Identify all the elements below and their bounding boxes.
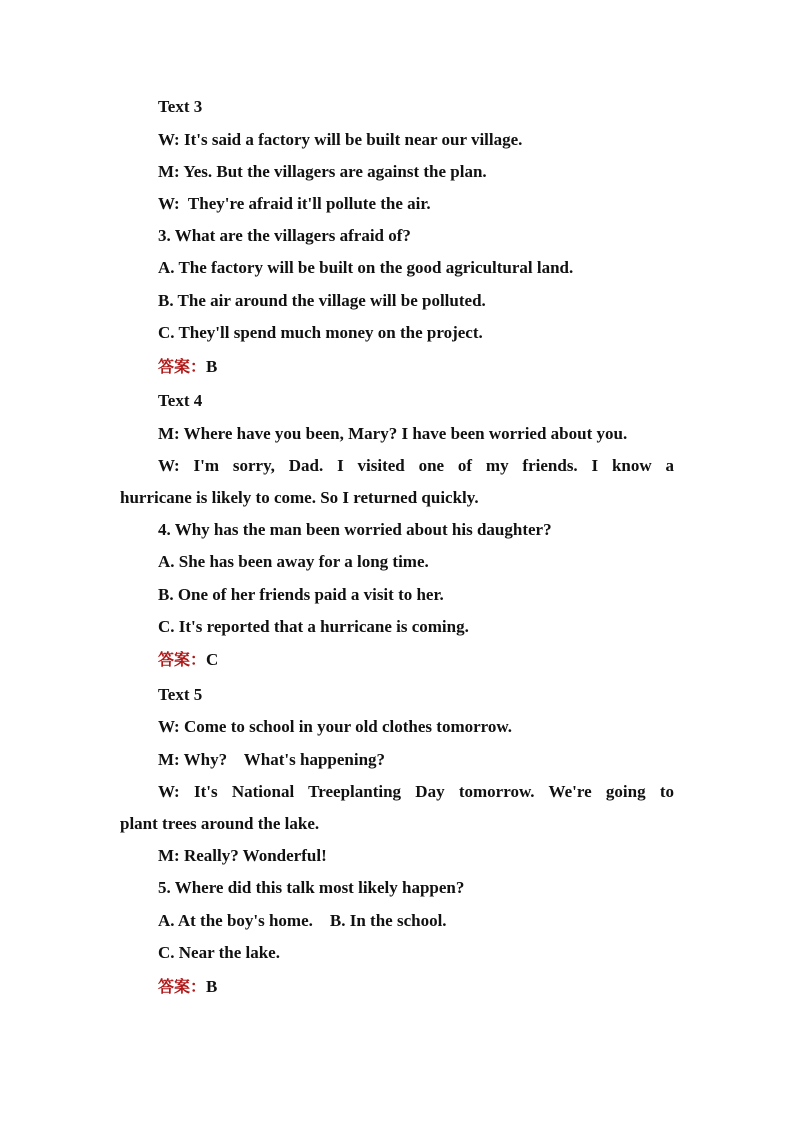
option-a: A. She has been away for a long time. <box>158 552 429 571</box>
option-ab: A. At the boy's home. B. In the school. <box>158 911 447 930</box>
option-a: A. The factory will be built on the good agricultural land. <box>158 258 574 277</box>
question: 4. Why has the man been worried about his daughter? <box>158 520 552 539</box>
wrapped-rest-line: hurricane is likely to come. So I returned quickly. <box>120 488 479 507</box>
option-c: C. They'll spend much money on the project. <box>158 323 483 342</box>
wrapped-first-line: W: I'm sorry, Dad. I visited one of my friends. I know a <box>158 456 674 475</box>
section-title: Text 3 <box>158 97 203 116</box>
dialogue-line: W: They're afraid it'll pollute the air. <box>158 194 431 213</box>
option-b: B. One of her friends paid a visit to her. <box>158 585 444 604</box>
wrapped-rest-line: plant trees around the lake. <box>120 814 320 833</box>
section-title: Text 4 <box>158 391 203 410</box>
question: 5. Where did this talk most likely happen? <box>158 878 465 897</box>
dialogue-line: W: Come to school in your old clothes tomorrow. <box>158 717 512 736</box>
wrapped-first-line: W: It's National Treeplanting Day tomorrow. We're going to <box>158 782 674 801</box>
answer-value: C <box>206 650 219 669</box>
dialogue-line: M: Where have you been, Mary? I have been worried about you. <box>158 424 628 443</box>
answer-value: B <box>206 977 218 996</box>
answer-label: 答案： <box>158 357 207 376</box>
dialogue-line: M: Yes. But the villagers are against the plan. <box>158 162 487 181</box>
answer-label: 答案： <box>158 650 207 669</box>
dialogue-line: M: Why? What's happening? <box>158 750 386 769</box>
dialogue-line: W: It's said a factory will be built near our village. <box>158 130 523 149</box>
answer-line <box>158 977 217 997</box>
wrapped-dialogue <box>120 776 674 840</box>
option-b: B. The air around the village will be polluted. <box>158 291 486 310</box>
answer-line <box>158 650 218 670</box>
question: 3. What are the villagers afraid of? <box>158 226 411 245</box>
option-c: C. Near the lake. <box>158 943 280 962</box>
answer-value: B <box>206 357 218 376</box>
answer-label: 答案： <box>158 977 207 996</box>
wrapped-dialogue <box>120 450 674 514</box>
option-c: C. It's reported that a hurricane is coming. <box>158 617 469 636</box>
dialogue-line: M: Really? Wonderful! <box>158 846 327 865</box>
section-title: Text 5 <box>158 685 203 704</box>
answer-line <box>158 357 217 377</box>
